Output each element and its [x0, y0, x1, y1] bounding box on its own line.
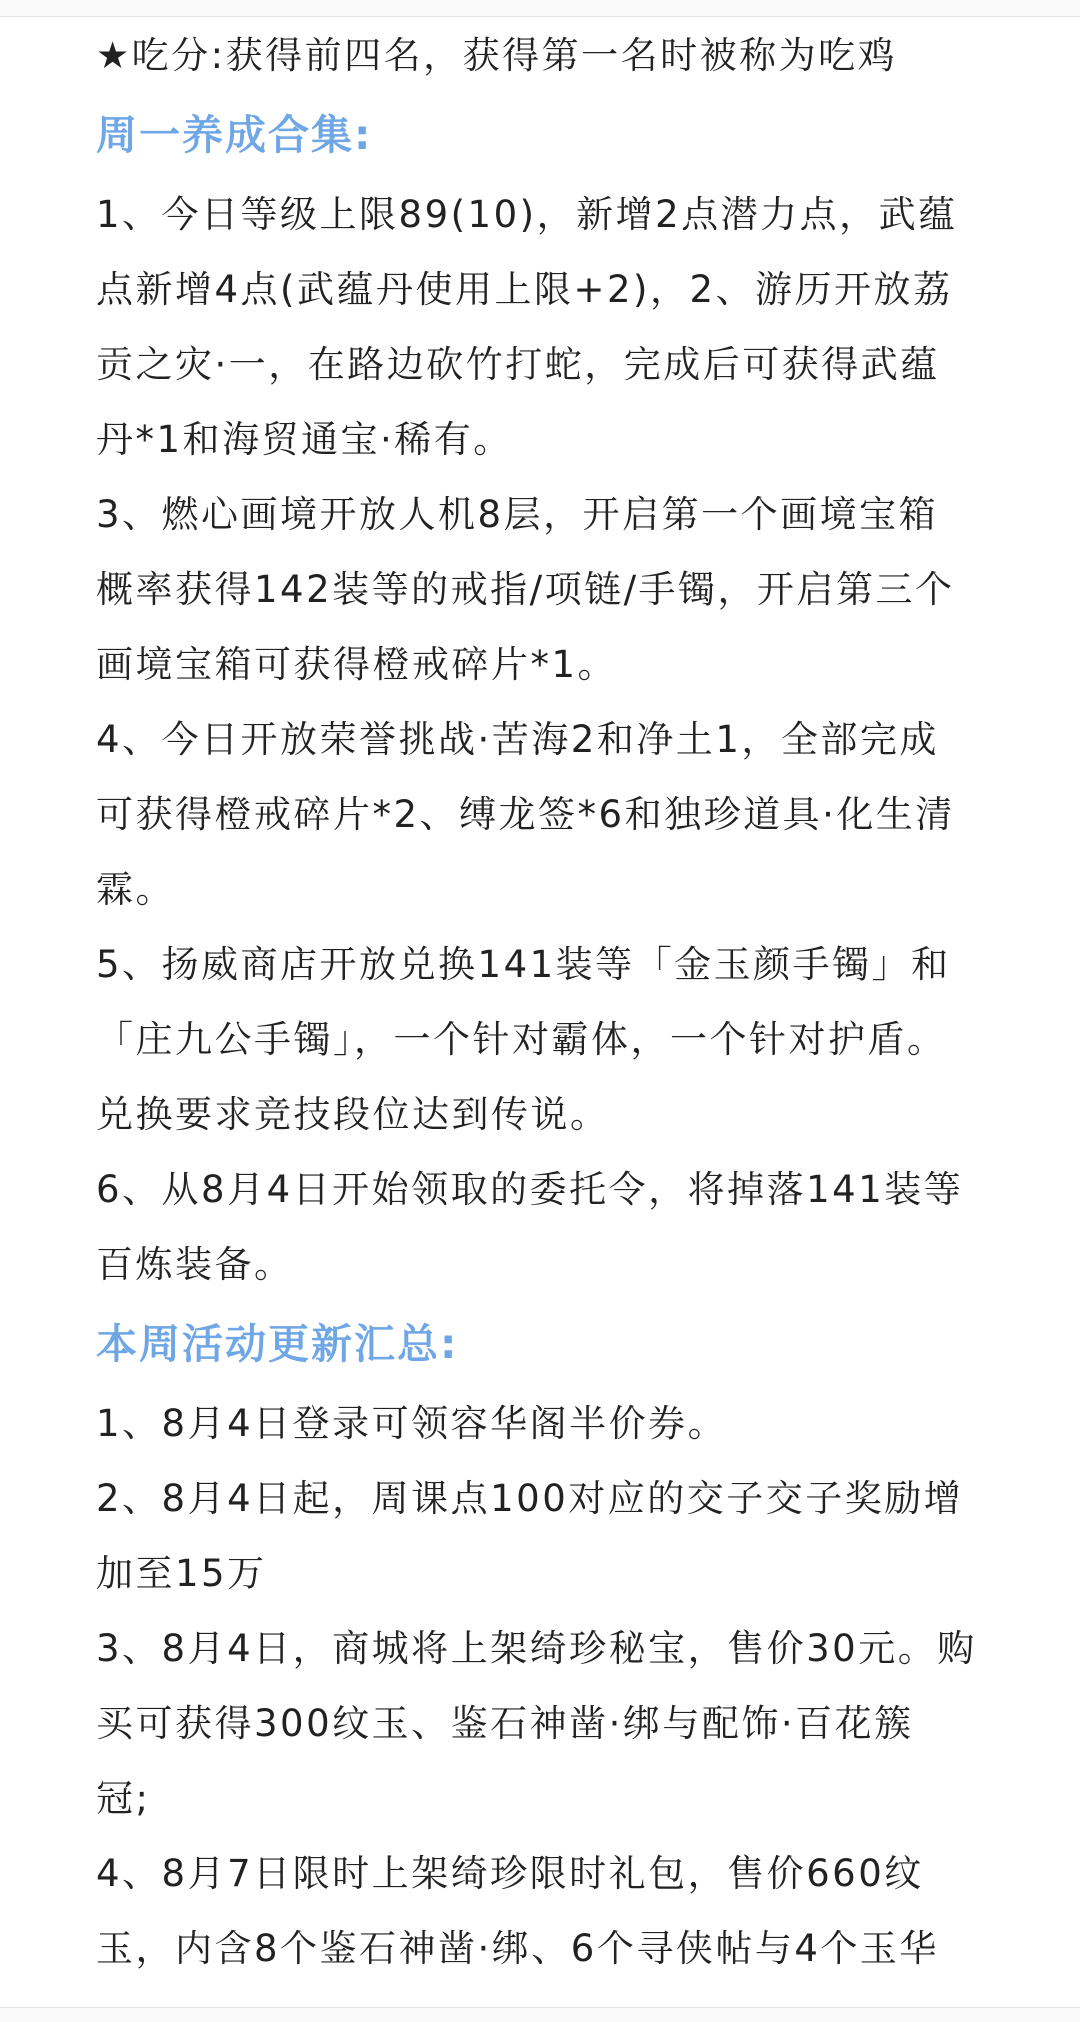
section-heading-weekly-growth: 周一养成合集:: [96, 111, 373, 159]
intro-line: ★吃分:获得前四名，获得第一名时被称为吃鸡: [96, 34, 898, 77]
section-weekly-growth-content: [96, 177, 984, 1302]
text-line: 1、8月4日登录可领容华阁半价券。: [96, 1402, 728, 1445]
text-line: 玉，内含8个鉴石神凿·绑、6个寻侠帖与4个玉华: [96, 1927, 939, 1970]
text-line: 「庄九公手镯」，一个针对霸体，一个针对护盾。: [96, 1018, 947, 1061]
text-line: 4、今日开放荣誉挑战·苦海2和净土1，全部完成: [96, 718, 939, 761]
text-line: 兑换要求竞技段位达到传说。: [96, 1093, 610, 1136]
text-line: 冠;: [96, 1777, 151, 1820]
article-body: [96, 18, 984, 1986]
bottom-divider: [0, 2007, 1080, 2022]
text-line: 3、燃心画境开放人机8层，开启第一个画境宝箱: [96, 493, 939, 536]
text-line: 3、8月4日，商城将上架绮珍秘宝，售价30元。购: [96, 1627, 977, 1670]
text-line: 画境宝箱可获得橙戒碎片*1。: [96, 643, 618, 686]
text-line: 点新增4点(武蕴丹使用上限+2)，2、游历开放荔: [96, 268, 953, 311]
section-heading-weekly-events: 本周活动更新汇总:: [96, 1320, 459, 1368]
text-line: 加至15万: [96, 1552, 267, 1595]
text-line: 5、扬威商店开放兑换141装等「金玉颜手镯」和: [96, 943, 951, 986]
text-line: 概率获得142装等的戒指/项链/手镯，开启第三个: [96, 568, 955, 611]
text-line: 可获得橙戒碎片*2、缚龙签*6和独珍道具·化生清: [96, 793, 955, 836]
text-line: 4、8月7日限时上架绮珍限时礼包，售价660纹: [96, 1852, 924, 1895]
text-line: 霖。: [96, 868, 175, 911]
text-line: 1、今日等级上限89(10)，新增2点潜力点，武蕴: [96, 193, 958, 236]
text-line: 贡之灾·一，在路边砍竹打蛇，完成后可获得武蕴: [96, 343, 940, 386]
text-line: 百炼装备。: [96, 1243, 294, 1286]
section-weekly-events-content: [96, 1386, 984, 1986]
text-line: 买可获得300纹玉、鉴石神凿·绑与配饰·百花簇: [96, 1702, 914, 1745]
text-line: 6、从8月4日开始领取的委托令，将掉落141装等: [96, 1168, 964, 1211]
top-divider: [0, 0, 1080, 17]
text-line: 丹*1和海贸通宝·稀有。: [96, 418, 513, 461]
text-line: 2、8月4日起，周课点100对应的交子交子奖励增: [96, 1477, 964, 1520]
